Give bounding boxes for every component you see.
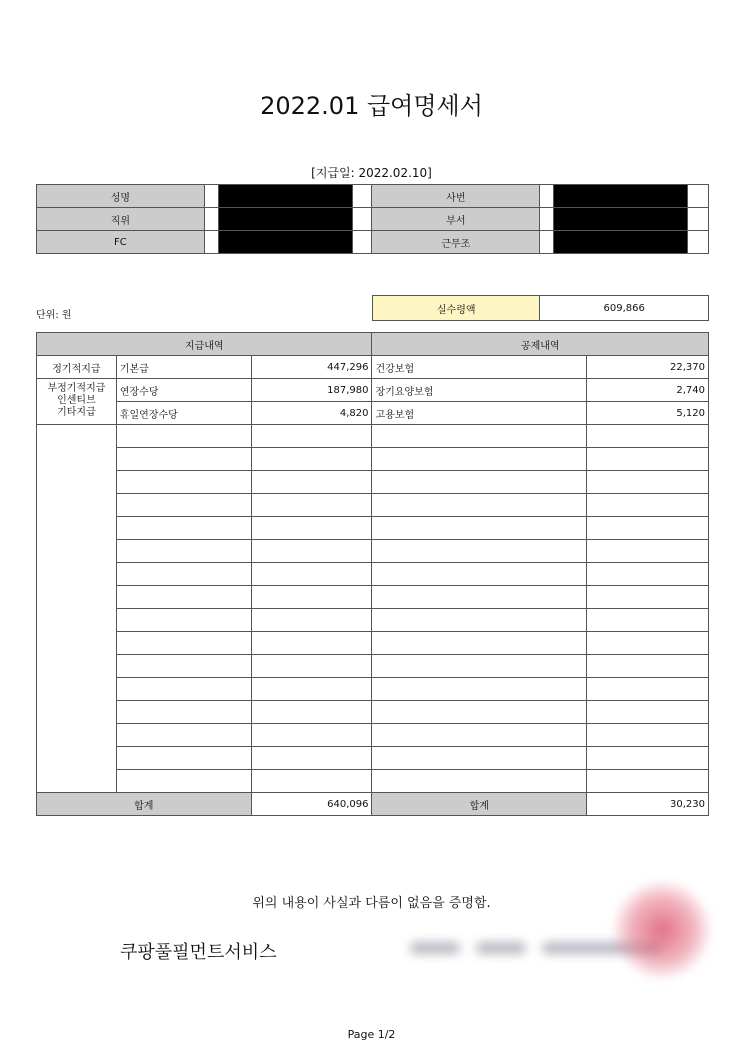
empty-cell [372, 540, 587, 563]
page-number: Page 1/2 [347, 1028, 396, 1041]
empty-cell [251, 425, 372, 448]
empty-cell [116, 586, 251, 609]
deduction-item-amount: 5,120 [587, 402, 709, 425]
empty-cell [251, 655, 372, 678]
empty-cell [116, 471, 251, 494]
spacer-cell [540, 231, 554, 254]
deduction-item-amount: 2,740 [587, 379, 709, 402]
payment-item-label: 휴일연장수당 [116, 402, 251, 425]
employee-info-table [36, 184, 709, 254]
redacted-department [554, 208, 688, 231]
deduction-item-label: 고용보험 [372, 402, 587, 425]
empty-cell [116, 701, 251, 724]
empty-cell [587, 563, 709, 586]
redacted-shift [554, 231, 688, 254]
empty-cell [251, 632, 372, 655]
empty-cell [372, 609, 587, 632]
empty-cell [587, 494, 709, 517]
empty-cell [587, 448, 709, 471]
pay-date: [지급일: 2022.02.10] [311, 166, 432, 180]
spacer-cell [352, 208, 372, 231]
empty-cell [587, 425, 709, 448]
deduction-item-label: 장기요양보험 [372, 379, 587, 402]
empty-cell [372, 770, 587, 793]
empty-cell [372, 494, 587, 517]
deductions-header: 공제내역 [372, 333, 709, 356]
empty-cell [587, 678, 709, 701]
deduction-item-label: 건강보험 [372, 356, 587, 379]
empty-cell [251, 724, 372, 747]
empty-cell [372, 425, 587, 448]
empty-cell [116, 425, 251, 448]
empty-cell [372, 655, 587, 678]
redacted-name [218, 185, 352, 208]
empty-cell [372, 632, 587, 655]
spacer-cell [352, 185, 372, 208]
empty-cell [587, 655, 709, 678]
empty-cell [251, 563, 372, 586]
empty-cell [116, 517, 251, 540]
empty-cell [251, 586, 372, 609]
payments-total-value: 640,096 [251, 793, 372, 816]
position-label: 직위 [37, 208, 205, 231]
deductions-total-label: 합계 [372, 793, 587, 816]
deduction-item-amount: 22,370 [587, 356, 709, 379]
spacer-cell [687, 185, 708, 208]
payments-header: 지급내역 [37, 333, 372, 356]
spacer-cell [204, 231, 218, 254]
company-name: 쿠팡풀필먼트서비스 [120, 942, 277, 963]
empty-cell [587, 747, 709, 770]
empty-cell [251, 517, 372, 540]
deductions-total-value: 30,230 [587, 793, 709, 816]
spacer-cell [540, 185, 554, 208]
name-label: 성명 [37, 185, 205, 208]
fc-label: FC [37, 231, 205, 254]
regular-payment-category: 정기적지급 [37, 356, 117, 379]
company-seal [612, 880, 712, 980]
payment-item-amount: 447,296 [251, 356, 372, 379]
certification-text: 위의 내용이 사실과 다름이 없음을 증명함. [252, 896, 491, 911]
empty-cell [116, 609, 251, 632]
document-title: 2022.01 급여명세서 [260, 92, 483, 120]
employee-number-label: 사번 [372, 185, 540, 208]
empty-cell [587, 540, 709, 563]
payment-item-label: 기본급 [116, 356, 251, 379]
empty-cell [587, 471, 709, 494]
spacer-cell [687, 231, 708, 254]
spacer-cell [352, 231, 372, 254]
empty-cell [116, 540, 251, 563]
empty-cell [116, 655, 251, 678]
net-pay-label: 실수령액 [373, 296, 540, 321]
empty-cell [251, 678, 372, 701]
empty-cell [116, 770, 251, 793]
empty-cell [116, 563, 251, 586]
empty-cell [251, 609, 372, 632]
empty-cell [116, 632, 251, 655]
empty-cell [372, 724, 587, 747]
payment-item-amount: 4,820 [251, 402, 372, 425]
empty-cell [587, 586, 709, 609]
spacer-cell [687, 208, 708, 231]
empty-cell [116, 678, 251, 701]
empty-cell [372, 517, 587, 540]
empty-cell [587, 724, 709, 747]
empty-cell [251, 448, 372, 471]
empty-cell [251, 471, 372, 494]
empty-cell [587, 632, 709, 655]
empty-cell [372, 471, 587, 494]
empty-cell [372, 747, 587, 770]
redacted-employee-number [554, 185, 688, 208]
spacer-cell [204, 208, 218, 231]
empty-cell [251, 701, 372, 724]
net-pay-table [372, 295, 709, 321]
empty-cell [116, 494, 251, 517]
spacer-cell [204, 185, 218, 208]
payments-total-label: 합계 [37, 793, 252, 816]
empty-cell [587, 517, 709, 540]
empty-cell [587, 609, 709, 632]
empty-cell [587, 770, 709, 793]
payment-item-label: 연장수당 [116, 379, 251, 402]
unit-label: 단위: 원 [36, 310, 72, 321]
empty-cell [251, 494, 372, 517]
empty-cell [116, 448, 251, 471]
empty-cell [372, 448, 587, 471]
department-label: 부서 [372, 208, 540, 231]
empty-cell [251, 770, 372, 793]
spacer-cell [540, 208, 554, 231]
redacted-position [218, 208, 352, 231]
redacted-fc [218, 231, 352, 254]
empty-cell [372, 701, 587, 724]
shift-label: 근무조 [372, 231, 540, 254]
empty-cell [116, 724, 251, 747]
empty-cell [116, 747, 251, 770]
empty-category-cell [37, 425, 117, 793]
net-pay-value: 609,866 [540, 296, 709, 321]
empty-cell [372, 563, 587, 586]
pay-detail-table [36, 332, 709, 816]
empty-cell [372, 678, 587, 701]
empty-cell [587, 701, 709, 724]
irregular-payment-category: 부정기적지급 인센티브 기타지급 [37, 379, 117, 425]
empty-cell [372, 586, 587, 609]
empty-cell [251, 747, 372, 770]
payment-item-amount: 187,980 [251, 379, 372, 402]
empty-cell [251, 540, 372, 563]
